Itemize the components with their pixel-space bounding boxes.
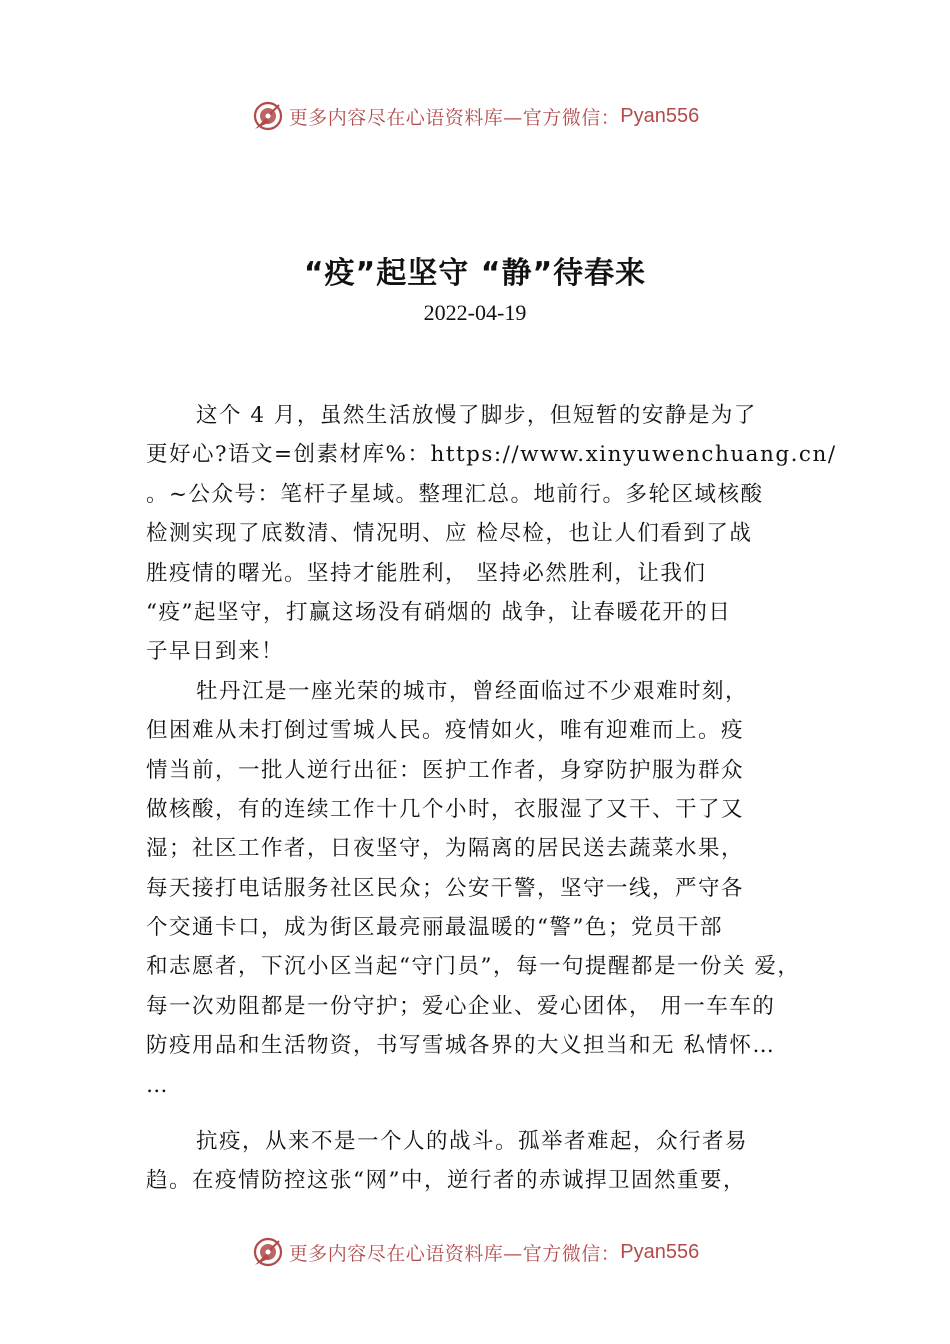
text-line: 这个 4 月，虽然生活放慢了脚步，但短暂的安静是为了 — [196, 403, 757, 428]
text-line: 但困难从未打倒过雪城人民。疫情如火，唯有迎难而上。疫 — [146, 718, 745, 744]
article-title: “疫”起坚守 “静”待春来 — [303, 256, 647, 291]
header-banner-handle: Pyan556 — [620, 104, 700, 127]
text-line: 做核酸，有的连续工作十几个小时，衣服湿了又干、干了又 — [146, 796, 745, 822]
text-line: 更好心?语文=创素材库%：https://www.xinyuwenchuang.cn/ — [146, 442, 837, 468]
text-line: 子早日到来！ — [146, 639, 285, 665]
text-line: 每天接打电话服务社区民众；公安干警，坚守一线，严守各 — [146, 875, 745, 901]
header-banner — [0, 96, 950, 136]
text-line: 和志愿者，下沉小区当起“守门员”，每一句提醒都是一份关 爱， — [146, 954, 801, 980]
article-date: 2022-04-19 — [423, 300, 527, 325]
article-body — [146, 396, 846, 1201]
text-line: … — [146, 1072, 169, 1098]
text-line: 趋。在疫情防控这张“网”中，逆行者的赤诚捍卫固然重要， — [146, 1168, 746, 1194]
text-line: 。~公众号：笔杆子星域。整理汇总。地前行。多轮区域核酸 — [146, 481, 764, 507]
text-line: 抗疫，从来不是一个人的战斗。孤举者难起，众行者易 — [196, 1129, 749, 1155]
pen-logo-icon — [251, 1235, 285, 1269]
text-line: 个交通卡口，成为街区最亮丽最温暖的“警”色；党员干部 — [146, 915, 723, 941]
text-line: 防疫用品和生活物资，书写雪城各界的大义担当和无 私情怀… — [146, 1033, 776, 1059]
pen-logo-icon — [251, 99, 285, 133]
text-line: 每一次劝阻都是一份守护；爱心企业、爱心团体， 用一车车的 — [146, 993, 776, 1019]
text-line: 检测实现了底数清、情况明、应 检尽检，也让人们看到了战 — [146, 521, 753, 547]
text-line: 湿；社区工作者，日夜坚守，为隔离的居民送去蔬菜水果， — [146, 836, 745, 862]
text-line: “疫”起坚守，打赢这场没有硝烟的 战争，让春暖花开的日 — [146, 599, 732, 625]
paragraph-gap — [146, 1105, 846, 1122]
footer-banner — [0, 1232, 950, 1272]
text-line: 情当前，一批人逆行出征：医护工作者，身穿防护服为群众 — [146, 757, 745, 783]
footer-banner-handle: Pyan556 — [620, 1240, 700, 1263]
footer-banner-text: 更多内容尽在心语资料库—官方微信： — [288, 1242, 621, 1265]
text-line: 胜疫情的曙光。坚持才能胜利， 坚持必然胜利，让我们 — [146, 560, 707, 586]
header-banner-text: 更多内容尽在心语资料库—官方微信： — [288, 106, 621, 129]
text-line: 牡丹江是一座光荣的城市，曾经面临过不少艰难时刻， — [196, 678, 749, 704]
